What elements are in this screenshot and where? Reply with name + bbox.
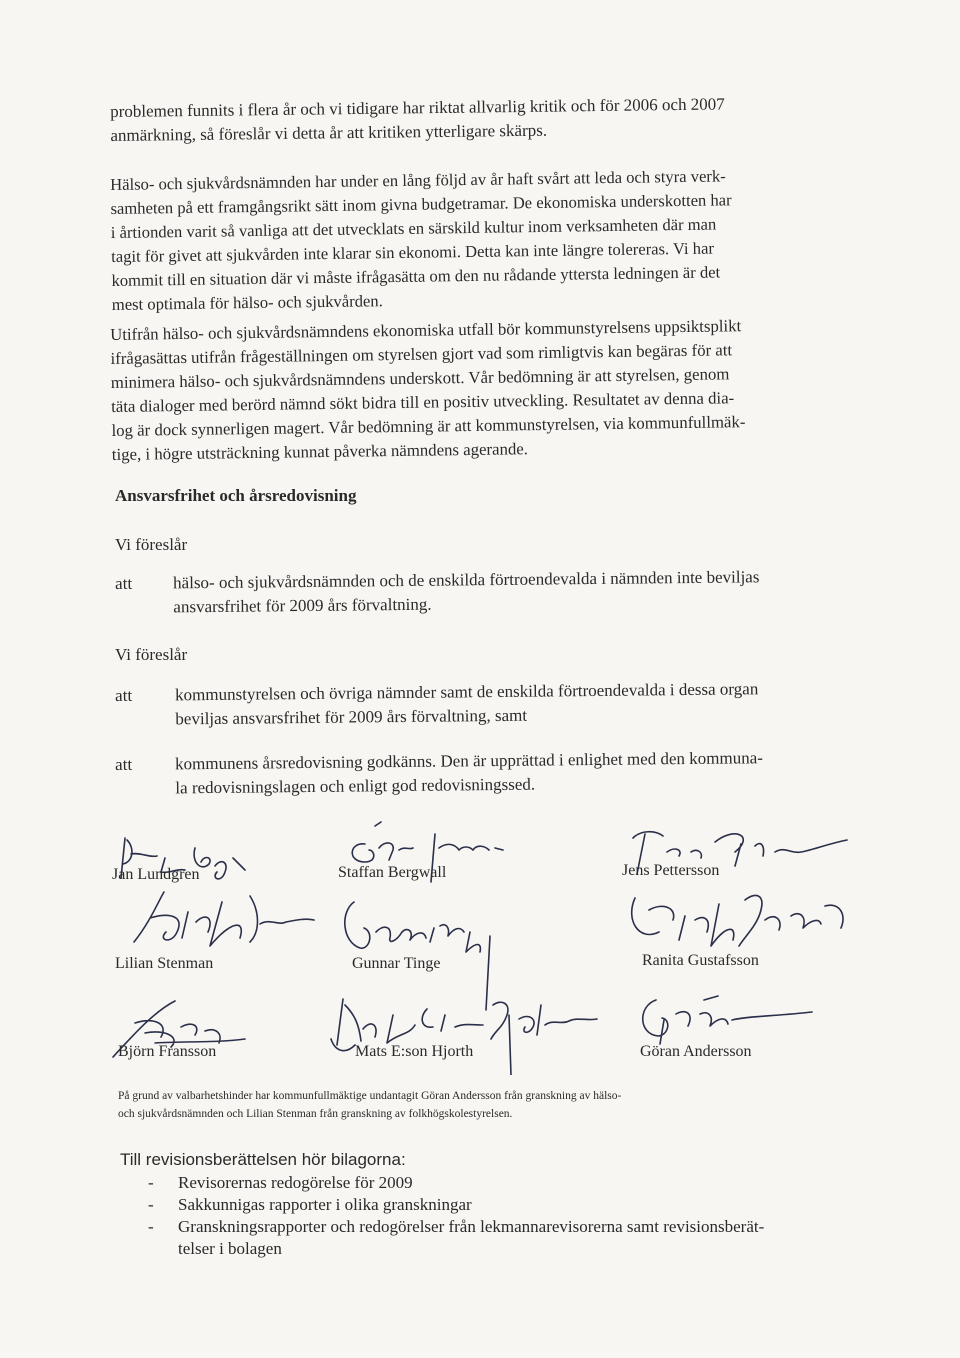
list-item-text: Sakkunnigas rapporter i olika granskningar [178,1195,472,1214]
text-line: la redovisningslagen och enligt god redovisningssed. [175,774,536,798]
text-line: mest optimala för hälso- och sjukvården. [111,291,383,314]
text-line: log är dock synnerligen magert. Vår bedömning är att kommunstyrelsen, via kommunfullmäk- [111,412,746,440]
proposal-label: Vi föreslår [115,535,188,554]
footnote [118,1087,848,1123]
text-line: På grund av valbarhetshinder har kommunfullmäktige undantagit Göran Andersson från granskning av hälso- [118,1090,622,1102]
att-clause-1 [115,564,855,617]
signatory-name: Ranita Gustafsson [642,952,759,969]
signatory-name: Gunnar Tinge [352,955,441,972]
dash-bullet: - [148,1195,154,1214]
attachments-list [148,1172,868,1260]
text-line: i årtionden varit så vanliga att det utvecklats en särskild kultur inom verksamheten där man [110,214,717,242]
att-text [175,745,865,800]
att-label: att [115,573,133,593]
signatory-name: Lilian Stenman [115,955,214,972]
signature-scribble-ranita-gustafsson [615,880,855,955]
text-line: kommit till en situation där vi måste ifrågasätta om den nu rådande yttersta ledningen är det [111,262,721,290]
proposal-label: Vi föreslår [115,645,188,664]
signature-scribble-mats-hjorth [315,985,615,1075]
signatory-name: Jens Pettersson [622,862,720,879]
text-line: beviljas ansvarsfrihet för 2009 års förvaltning, samt [175,705,528,729]
text-line: problemen funnits i flera år och vi tidigare har riktat allvarlig kritik och för 2006 och 2007 [110,94,725,121]
paragraph-1 [110,91,841,148]
signatory-name: Jan Lundgren [112,866,200,883]
att-label: att [115,754,133,774]
signatory-name: Göran Andersson [640,1043,752,1060]
text-line: minimera hälso- och sjukvårdsnämndens underskott. Vår bedömning är att styrelsen, genom [110,364,730,392]
section-heading: Ansvarsfrihet och årsredovisning [115,486,357,505]
signatory-name: Mats E:son Hjorth [355,1043,474,1060]
paragraph-3 [110,313,842,467]
attachments-title: Till revisionsberättelsen hör bilagorna: [120,1150,406,1169]
paragraph-2 [110,163,842,317]
att-text [175,676,865,731]
text-line: Utifrån hälso- och sjukvårdsnämndens ekonomiska utfall bör kommunstyrelsens uppsiktsplikt [110,316,742,344]
att-text [173,564,863,619]
text-line: kommunstyrelsen och övriga nämnder samt de enskilda förtroendevalda i dessa organ [175,679,759,705]
text-line: Hälso- och sjukvårdsnämnden har under en lång följd av år haft svårt att leda och styra verk- [110,166,726,194]
text-line: ifrågasättas utifrån frågeställningen om styrelsen gjort vad som rimligtvis kan begäras för att [110,340,733,368]
text-line: tige, i högre utsträckning kunnat påverka nämndens agerande. [111,439,529,464]
signatory-name: Björn Fransson [118,1043,217,1060]
att-clause-2 [115,676,855,729]
dash-bullet: - [148,1173,154,1192]
list-item-text: Granskningsrapporter och redogörelser från lekmannarevisorerna samt revisionsberät- [178,1217,765,1236]
text-line: hälso- och sjukvårdsnämnden och de enskilda förtroendevalda i nämnden inte beviljas [173,567,760,593]
text-line: kommunens årsredovisning godkänns. Den är upprättad i enlighet med den kommuna- [175,748,763,774]
list-item-text: Revisorernas redogörelse för 2009 [178,1173,413,1192]
list-item-text: telser i bolagen [178,1239,282,1258]
att-clause-3 [115,745,855,798]
signature-scribble-goran-andersson [628,990,818,1045]
signatory-name: Staffan Bergwall [338,864,447,881]
text-line: ansvarsfrihet för 2009 års förvaltning. [173,594,432,617]
text-line: täta dialoger med berörd nämnd sökt bidra till en positiv utveckling. Resultatet av denna dia- [111,388,735,416]
text-line: anmärkning, så föreslår vi detta år att kritiken ytterligare skärps. [110,120,548,145]
att-label: att [115,685,133,705]
text-line: och sjukvårdsnämnden och Lilian Stenman från granskning av folkhögskolestyrelsen. [118,1108,513,1120]
signature-scribble-lilian-stenman [110,882,320,954]
dash-bullet: - [148,1217,154,1236]
list-item [148,1172,868,1194]
text-line: samheten på ett framgångsrikt sätt inom givna budgetramar. De ekonomiska underskotten har [110,190,732,218]
text-line: tagit för givet att sjukvården inte klarar sin ekonomi. Detta kan inte längre tolereras. Vi har [111,238,715,266]
list-item [148,1216,868,1260]
list-item [148,1194,868,1216]
